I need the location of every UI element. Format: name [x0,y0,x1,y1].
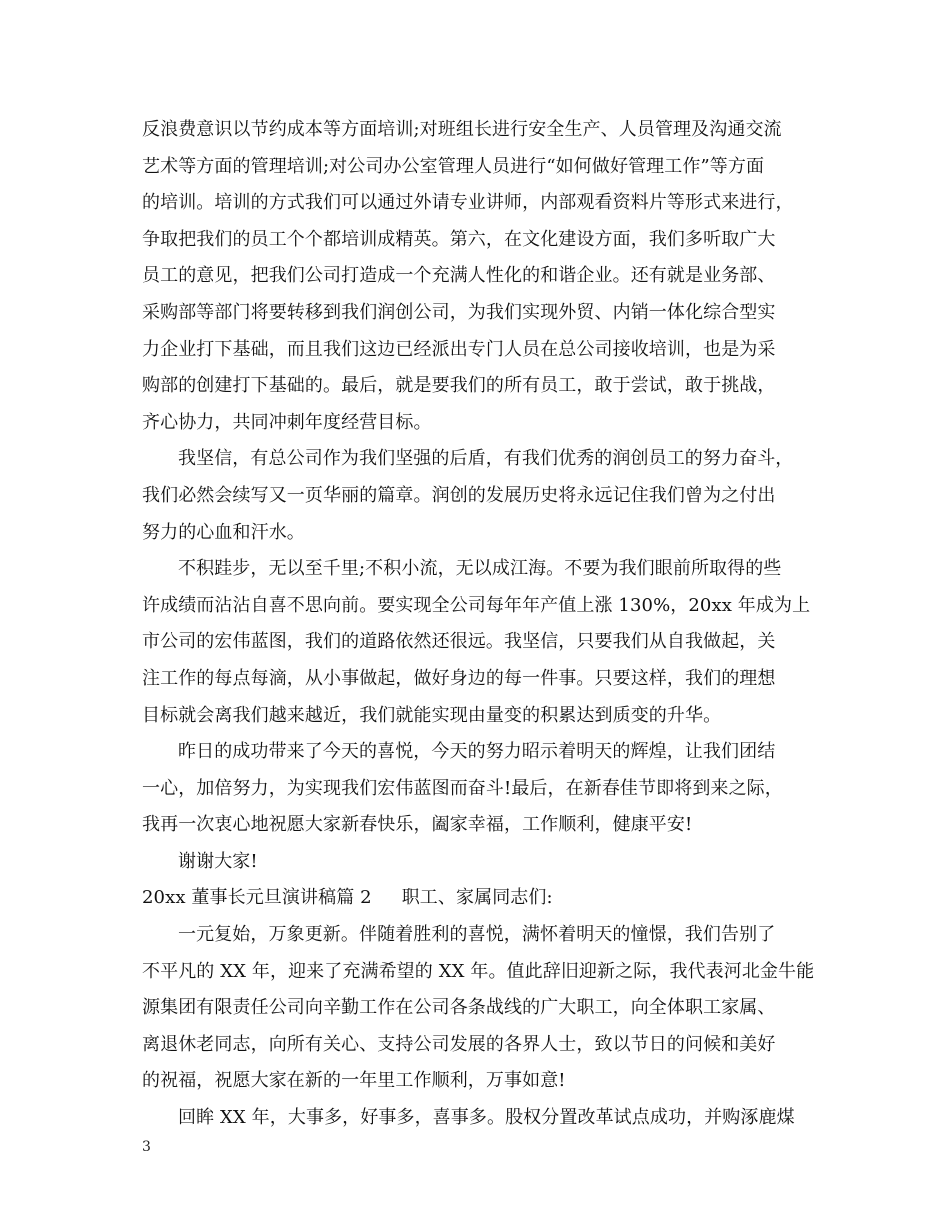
body-line: 我再一次衷心地祝愿大家新春快乐，阖家幸福，工作顺利，健康平安! [142,814,693,836]
body-line: 的祝福，祝愿大家在新的一年里工作顺利，万事如意! [142,1070,566,1092]
body-line: 注工作的每点每滴，从小事做起，做好身边的每一件事。只要这样，我们的理想 [142,667,776,689]
body-line: 艺术等方面的管理培训;对公司办公室管理人员进行“如何做好管理工作”等方面 [142,155,765,177]
body-line: 目标就会离我们越来越近，我们就能实现由量变的积累达到质变的升华。 [142,704,722,726]
salutation: 职工、家属同志们: [401,887,553,909]
body-line: 许成绩而沾沾自喜不思向前。要实现全公司每年年产值上涨 130%，20xx 年成为上 [142,594,811,616]
paragraph-start-line: 回眸 XX 年，大事多，好事多，喜事多。股权分置改革试点成功，并购涿鹿煤 [178,1107,795,1129]
body-line: 员工的意见，把我们公司打造成一个充满人性化的和谐企业。还有就是业务部、 [142,265,776,287]
document-body [142,112,832,1137]
body-line: 力企业打下基础，而且我们这边已经派出专门人员在总公司接收培训，也是为采 [142,338,776,360]
body-line: 一心，加倍努力，为实现我们宏伟蓝图而奋斗!最后，在新春佳节即将到来之际， [142,777,783,799]
paragraph-start-line: 昨日的成功带来了今天的喜悦，今天的努力昭示着明天的辉煌，让我们团结 [178,741,776,763]
body-line: 源集团有限责任公司向辛勤工作在公司各条战线的广大职工，向全体职工家属、 [142,997,776,1019]
section-heading [142,880,832,917]
body-line: 我们必然会续写又一页华丽的篇章。润创的发展历史将永远记住我们曾为之付出 [142,484,776,506]
body-line: 离退休老同志，向所有关心、支持公司发展的各界人士，致以节日的问候和美好 [142,1033,776,1055]
paragraph-start-line: 我坚信，有总公司作为我们坚强的后盾，有我们优秀的润创员工的努力奋斗， [178,448,794,470]
body-line: 市公司的宏伟蓝图，我们的道路依然还很远。我坚信，只要我们从自我做起，关 [142,631,776,653]
body-line: 的培训。培训的方式我们可以通过外请专业讲师，内部观看资料片等形式来进行， [142,192,794,214]
section-title: 20xx 董事长元旦演讲稿篇 2 [142,887,372,909]
body-line: 努力的心血和汗水。 [142,521,305,543]
body-line: 采购部等部门将要转移到我们润创公司，为我们实现外贸、内销一体化综合型实 [142,301,776,323]
paragraph-start-line: 一元复始，万象更新。伴随着胜利的喜悦，满怀着明天的憧憬，我们告别了 [178,924,776,946]
body-line: 争取把我们的员工个个都培训成精英。第六，在文化建设方面，我们多听取广大 [142,228,776,250]
body-line: 齐心协力，共同冲刺年度经营目标。 [142,411,432,433]
paragraph-start-line: 不积跬步，无以至千里;不积小流，无以成江海。不要为我们眼前所取得的些 [178,558,782,580]
body-line: 不平凡的 XX 年，迎来了充满希望的 XX 年。值此辞旧迎新之际，我代表河北金牛能 [142,960,815,982]
body-line: 购部的创建打下基础的。最后，就是要我们的所有员工，敢于尝试，敢于挑战， [142,375,776,397]
thanks-line: 谢谢大家! [178,850,258,872]
body-line: 反浪费意识以节约成本等方面培训;对班组长进行安全生产、人员管理及沟通交流 [142,119,782,140]
page-number: 3 [142,1139,151,1155]
